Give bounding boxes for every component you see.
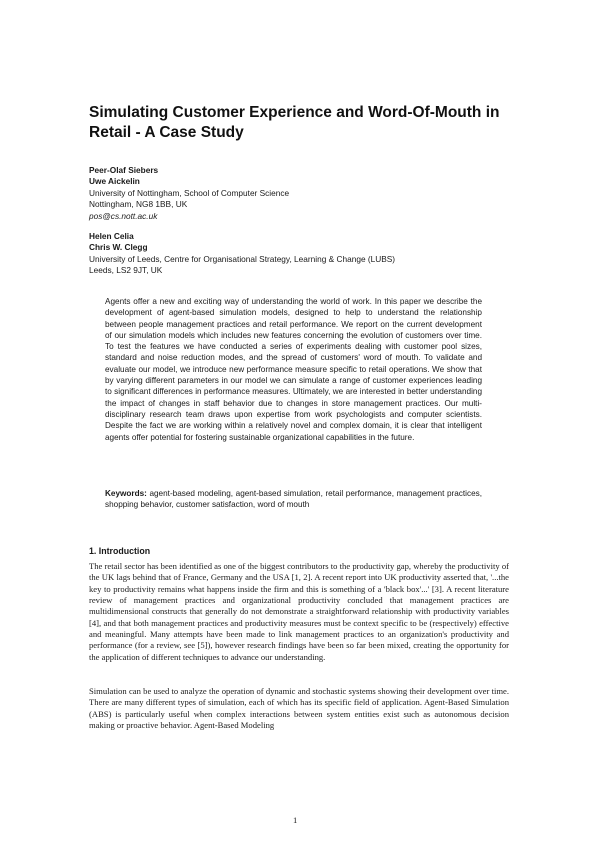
affiliation-line: University of Leeds, Centre for Organisational Strategy, Learning & Change (LUBS) xyxy=(89,253,396,264)
body-paragraph: The retail sector has been identified as one of the biggest contributors to the productivity gap, whereby the productivity of the UK lags behind that of France, Germany and the USA [1, 2]. A recent report into UK productivity asserted that, '...the key to productivity remains what happens inside the firm and this is something of a 'black box'...' [3]. A recent literature review of management practices and organizational productivity concluded that management practices are multidimensional constructs that generally do not demonstrate a straightforward relationship with productivity variables [4], and that both management practices and productivity measures must be context specific to be (respectively) effective and meaningful. Many attempts have been made to link management practices to an organization's productivity and performance (for a review, see [5]), however research findings have been so far been mixed, creating the opportunity for the application of different techniques to advance our understanding. xyxy=(89,561,509,662)
author-group-nottingham xyxy=(89,165,509,222)
author-email[interactable]: pos@cs.nott.ac.uk xyxy=(89,210,158,221)
author-group-leeds xyxy=(89,231,509,277)
paper-title: Simulating Customer Experience and Word-Of-Mouth in Retail - A Case Study xyxy=(89,104,500,141)
author-name: Peer-Olaf Siebers xyxy=(89,165,159,175)
body-paragraph: Simulation can be used to analyze the operation of dynamic and stochastic systems showing their development over time. There are many different types of simulation, each of which has its specific field of application. Agent-Based Simulation (ABS) is particularly useful when complex interactions between system entities exist such as autonomous decision making or proactive behavior. Agent-Based Modeling xyxy=(89,686,509,731)
section-heading: 1. Introduction xyxy=(89,546,151,556)
keywords-text: agent-based modeling, agent-based simulation, retail performance, management practices, shopping behavior, customer satisfaction, word of mouth xyxy=(105,489,483,510)
keywords-label: Keywords: xyxy=(105,489,147,498)
author-name: Chris W. Clegg xyxy=(89,242,148,253)
page-number: 1 xyxy=(293,815,298,825)
author-name: Uwe Aickelin xyxy=(89,176,140,187)
affiliation-line: University of Nottingham, School of Computer Science xyxy=(89,187,290,198)
keywords xyxy=(105,488,482,511)
author-name: Helen Celia xyxy=(89,231,134,241)
affiliation-line: Nottingham, NG8 1BB, UK xyxy=(89,199,188,210)
affiliation-line: Leeds, LS2 9JT, UK xyxy=(89,265,163,276)
abstract: Agents offer a new and exciting way of understanding the world of work. In this paper we describe the development of agent-based simulation models, designed to help to understand the relationship between people management practices and retail performance. We report on the current development of our simulation models which includes new features concerning the evolution of customers over time. To test the features we have conducted a series of experiments dealing with customer pool sizes, standard and noise reduction modes, and the spread of customers' word of mouth. To validate and evaluate our model, we introduce new performance measure specific to retail operations. We show that by varying different parameters in our model we can simulate a range of customer experiences leading to significant differences in performance measures. Ultimately, we are interested in better understanding the impact of changes in staff behavior due to changes in store management practices. Our multi-disciplinary research team draws upon expertise from work psychologists and computer scientists. Despite the fact we are working within a relatively novel and complex domain, it is clear that intelligent agents offer potential for fostering sustainable organizational capabilities in the future. xyxy=(105,297,482,442)
